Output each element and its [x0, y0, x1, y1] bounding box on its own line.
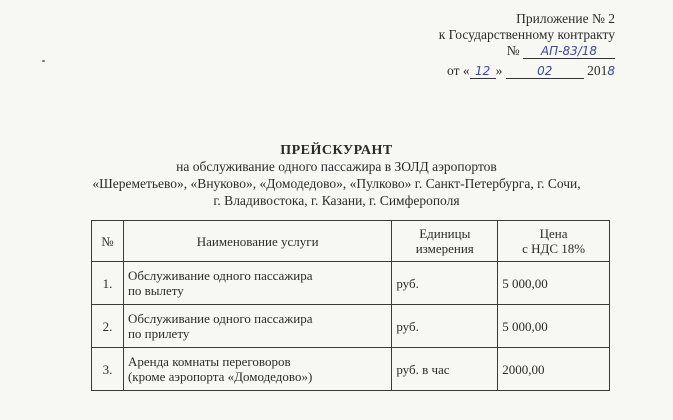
row-service — [123, 348, 391, 391]
header-price-line1: Цена — [539, 226, 568, 241]
contract-number-line — [507, 43, 615, 59]
document-title: ПРЕЙСКУРАНТ — [280, 143, 393, 158]
row-service-line2: по вылету — [127, 283, 184, 298]
row-num: 3. — [92, 348, 124, 391]
date-mid: » — [495, 63, 503, 78]
price-table — [91, 220, 610, 391]
date-year-prefix: 201 — [587, 63, 608, 78]
contract-number-field — [523, 44, 615, 59]
date-month-field — [506, 64, 584, 79]
header-unit — [392, 221, 498, 262]
row-price: 5 000,00 — [498, 305, 610, 348]
date-year-handwritten: 8 — [607, 64, 615, 78]
date-month-handwritten: 02 — [537, 64, 553, 78]
row-unit: руб. — [392, 262, 498, 305]
table-row — [92, 305, 610, 348]
table-header-row — [92, 221, 610, 262]
row-service-line2: (кроме аэропорта «Домодедово») — [127, 369, 313, 384]
row-price: 2000,00 — [498, 348, 610, 391]
row-service — [123, 262, 391, 305]
row-unit: руб. — [392, 305, 498, 348]
number-sign: № — [506, 43, 520, 58]
date-prefix: от « — [447, 63, 470, 78]
subtitle-line-2: «Шереметьево», «Внуково», «Домодедово», «Пулково» г. Санкт-Петербурга, г. Сочи, — [92, 176, 581, 191]
date-day-field — [470, 64, 496, 79]
row-service-line1: Обслуживание одного пассажира — [127, 268, 313, 283]
date-day-handwritten: 12 — [474, 64, 491, 78]
header-price-line2: с НДС 18% — [522, 241, 586, 256]
row-price: 5 000,00 — [498, 262, 610, 305]
table-row — [92, 348, 610, 391]
subtitle-line-1: на обслуживание одного пассажира в ЗОЛД аэропортов — [176, 159, 497, 174]
row-service — [123, 305, 391, 348]
header-service: Наименование услуги — [123, 221, 391, 262]
scan-speck — [42, 60, 45, 62]
row-unit: руб. в час — [392, 348, 498, 391]
row-service-line1: Обслуживание одного пассажира — [127, 311, 313, 326]
row-num: 2. — [92, 305, 124, 348]
row-num: 1. — [92, 262, 124, 305]
subtitle-line-3: г. Владивостока, г. Казани, г. Симферополя — [213, 193, 460, 208]
header-unit-line1: Единицы — [419, 226, 471, 241]
header-price — [498, 221, 610, 262]
header-unit-line2: измерения — [415, 241, 474, 256]
contract-number-handwritten: АП-83/18 — [540, 44, 598, 58]
row-service-line1: Аренда комнаты переговоров — [127, 354, 291, 369]
contract-date-line — [447, 63, 615, 79]
table-row — [92, 262, 610, 305]
row-service-line2: по прилету — [127, 326, 190, 341]
header-num: № — [92, 221, 124, 262]
contract-label: к Государственному контракту — [438, 27, 615, 42]
appendix-label: Приложение № 2 — [516, 11, 615, 26]
